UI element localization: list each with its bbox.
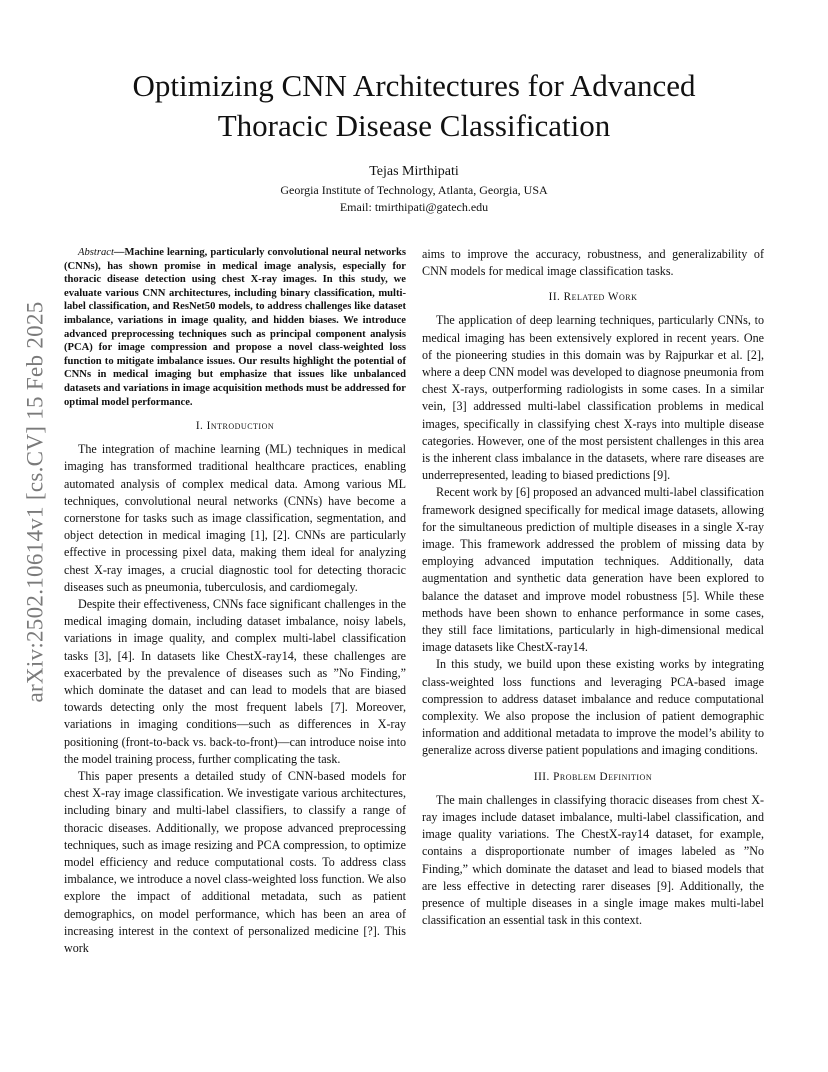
introduction-paragraph-2: Despite their effectiveness, CNNs face significant challenges in the medical imaging domain, including dataset imbalance, noisy labels, variations in image quality, and complex multi-label classification tasks [3], [4]. In datasets like ChestX-ray14, these challenges are exacerbated by the prevalence of diseases such as ”No Finding,” which dominate the dataset and can lead to models that are biased towards detecting only the most frequent labels [7]. Moreover, variations in imaging conditions—such as differences in X-ray positioning (front-to-back vs. back-to-front)—can introduce noise into the model training process, further complicating the task. bbox=[64, 596, 406, 766]
abstract bbox=[64, 246, 406, 409]
arxiv-identifier-text: arXiv:2502.10614v1 [cs.CV] 15 Feb 2025 bbox=[23, 301, 48, 703]
section-heading-introduction: I. Introduction bbox=[195, 420, 275, 433]
author-name: Tejas Mirthipati bbox=[369, 164, 459, 179]
introduction-paragraph-3-continued: aims to improve the accuracy, robustness, and generalizability of CNN models for medical image classification tasks. bbox=[422, 247, 764, 279]
abstract-label: Abstract bbox=[78, 247, 114, 258]
left-column bbox=[64, 246, 406, 957]
problem-definition-paragraph-1: The main challenges in classifying thoracic diseases from chest X-ray images include dataset imbalance, multi-label classification, and image quality variations. The ChestX-ray14 dataset, for example, contains a disproportionate number of images labeled as ”No Finding,” which dominate the dataset and lead to biased models that are less effective in detecting rarer diseases [9]. Additionally, the presence of multiple diseases in a single image makes multi-label classification an essential task in this context. bbox=[422, 792, 764, 928]
section-heading-problem-definition: III. Problem Definition bbox=[533, 770, 653, 783]
introduction-paragraph-3: This paper presents a detailed study of CNN-based models for chest X-ray image classification. We investigate various architectures, including binary and multi-label classifiers, to classify a range of thoracic diseases. Additionally, we propose advanced preprocessing techniques, such as image resizing and PCA compression, to optimize model efficiency and reduce computational costs. To address class imbalance, we introduce a novel class-weighted loss function. We also explore the impact of additional metadata, such as patient demographics, on model performance, which has been an area of increasing interest in the context of personalized medicine [?]. This work bbox=[64, 768, 406, 956]
abstract-text: —Machine learning, particularly convolutional neural networks (CNNs), has shown promise in medical image analysis, especially for thoracic disease detection using chest X-ray images. In this study, we evaluate various CNN architectures, including binary classification, multi-label classification, and ResNet50 models, to address challenges like dataset imbalance, variations in image quality, and hidden biases. We introduce advanced preprocessing techniques such as principal component analysis (PCA) for image compression and propose a novel class-weighted loss function to mitigate imbalance issues. Our results highlight the potential of CNNs in medical imaging but emphasize that issues like unbalanced datasets and variations in image acquisition methods must be addressed for optimal model performance. bbox=[64, 247, 406, 408]
related-work-paragraph-3: In this study, we build upon these existing works by integrating class-weighted loss functions and leveraging PCA-based image compression to address dataset imbalance and reduce computational complexity. We also propose the inclusion of patient demographic information and additional metadata to improve the model’s ability to generalize across diverse patient populations and imaging conditions. bbox=[422, 657, 764, 758]
related-work-paragraph-2: Recent work by [6] proposed an advanced multi-label classification framework designed specifically for medical image datasets, allowing for the simultaneous prediction of multiple diseases in a single X-ray image. This framework addressed the problem of missing data by employing advanced imputation techniques. Additionally, data augmentation and synthetic data generation have been explored to balance the dataset and improve model robustness [5]. While these methods have been shown to enhance performance in some cases, they still face limitations, particularly in high-dimensional medical image datasets like ChestX-ray14. bbox=[422, 485, 764, 655]
introduction-paragraph-1: The integration of machine learning (ML) techniques in medical imaging has transformed traditional healthcare practices, enabling automated analysis of complex medical data. Among various ML techniques, convolutional neural networks (CNNs) have become a cornerstone for tasks such as image classification, segmentation, and object detection in medical imaging [1], [2]. CNNs are particularly effective in processing pixel data, making them ideal for analyzing chest X-ray images, a crucial diagnostic tool for detecting thoracic diseases such as pneumonia, tuberculosis, and cardiomegaly. bbox=[64, 442, 406, 594]
paper-title-line-1: Optimizing CNN Architectures for Advanced bbox=[132, 68, 696, 103]
related-work-paragraph-1: The application of deep learning techniques, particularly CNNs, to medical imaging has been extensively explored in recent years. One of the pioneering studies in this domain was by Rajpurkar et al. [2], where a deep CNN model was developed to diagnose pneumonia from chest X-rays, outperforming radiologists in some cases. In a similar vein, [3] addressed multi-label classification problems in medical images, specifically in classifying chest X-rays into multiple disease categories. However, one of the most persistent challenges in this area is the inherent class imbalance in the datasets, where rare diseases are underrepresented, leading to biased predictions [9]. bbox=[422, 313, 764, 483]
arxiv-identifier-stamp bbox=[22, 286, 50, 718]
paper-title bbox=[60, 66, 768, 146]
right-column bbox=[422, 246, 764, 929]
author-affiliation: Georgia Institute of Technology, Atlanta, Georgia, USA bbox=[280, 183, 548, 197]
section-heading-related-work: II. Related Work bbox=[548, 291, 638, 304]
paper-title-line-2: Thoracic Disease Classification bbox=[217, 108, 611, 143]
author-email: Email: tmirthipati@gatech.edu bbox=[339, 200, 489, 214]
